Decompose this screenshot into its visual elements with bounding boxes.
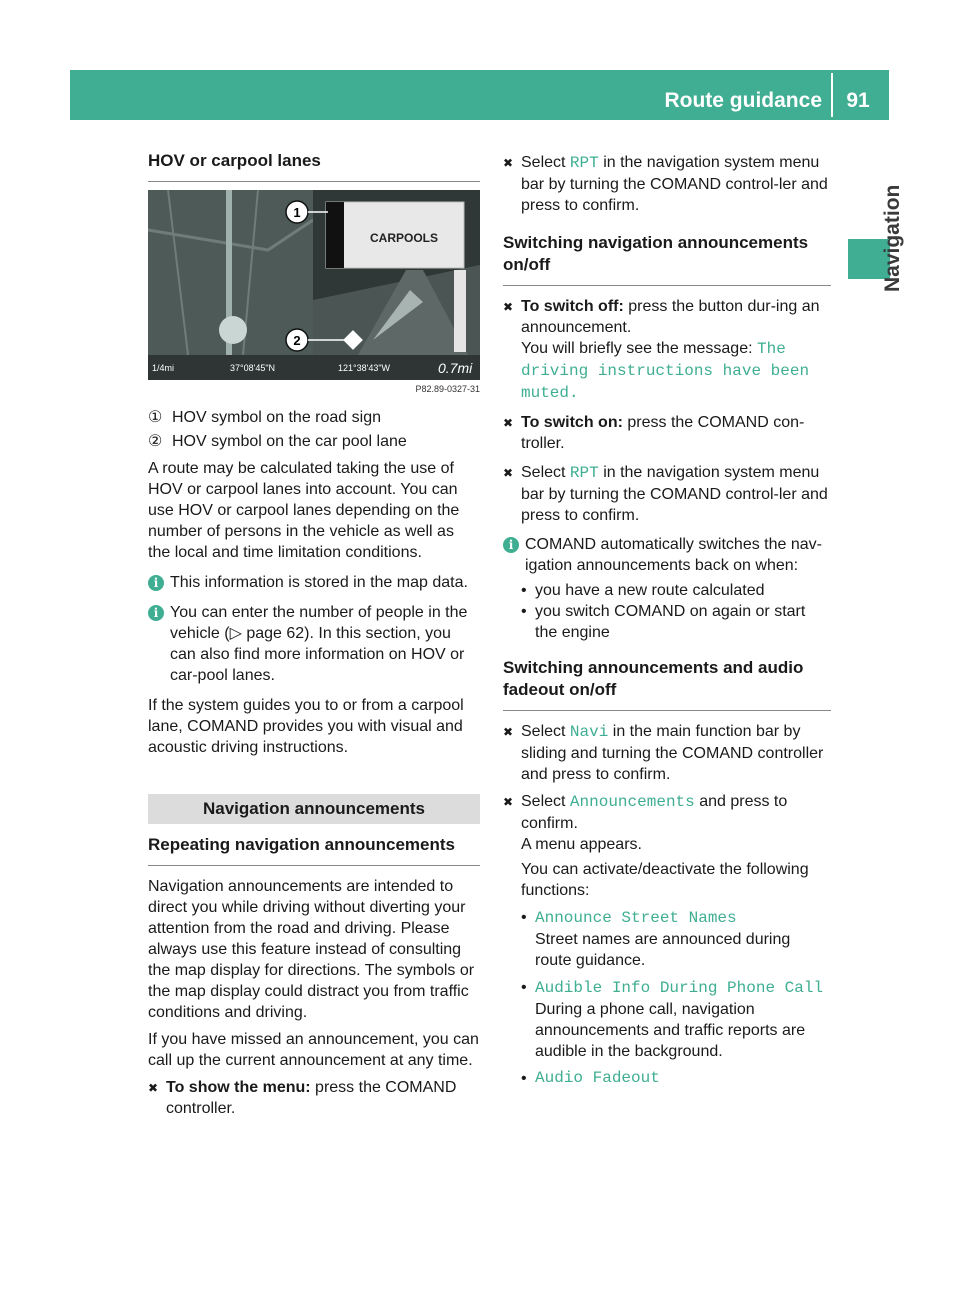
legend-item	[148, 407, 480, 428]
latitude: 37°08'45"N	[230, 363, 276, 373]
menu-code: Navi	[569, 723, 609, 741]
step-text: in the navigation system menu bar by turning the COMAND control-ler and press to confirm.	[521, 154, 828, 214]
longitude: 121°38'43"W	[338, 363, 391, 373]
page-number: 91	[846, 89, 870, 112]
step-arrow-icon: ✖	[148, 1081, 159, 1095]
instruction-step	[503, 412, 831, 454]
paragraph: If the system guides you to or from a carpool lane, COMAND provides you with visual and acoustic driving instructions.	[148, 697, 464, 756]
bullet-text: you switch COMAND on again or start the engine	[535, 603, 806, 641]
circled-1-icon: ①	[148, 409, 163, 426]
instruction-step	[503, 462, 831, 526]
page-title: Route guidance	[664, 89, 822, 112]
step-label: To show the menu:	[166, 1079, 311, 1096]
function-desc: Street names are announced during route guidance.	[535, 931, 791, 969]
bullet-item	[503, 580, 831, 601]
function-desc: During a phone call, navigation announcements and traffic reports are audible in the background.	[535, 1001, 806, 1060]
divider	[503, 710, 831, 711]
paragraph: Navigation announcements are intended to direct you while driving without diverting your attention from the road and driving. Please always use this feature instead of consulting the map display for directions. The symbols or the map display could distract you from traffic conditions and driving.	[148, 878, 475, 1021]
legend-text: HOV symbol on the road sign	[172, 409, 381, 426]
function-name: Announce Street Names	[535, 909, 737, 927]
step-text: Select	[521, 723, 566, 740]
info-text: You can enter the number of people in the vehicle (▷ page 62). In this section, you can also find more information on HOV or car-pool lanes.	[170, 604, 468, 684]
function-item	[503, 1068, 831, 1089]
divider	[148, 865, 480, 866]
bullet-icon: •	[521, 909, 527, 926]
paragraph: You can activate/deactivate the following functions:	[521, 861, 809, 899]
distance: 0.7mi	[438, 360, 473, 376]
section-heading: Switching announcements and audio fadeout on/off	[503, 658, 804, 699]
function-name: Audio Fadeout	[535, 1069, 660, 1087]
instruction-step	[148, 1077, 480, 1119]
side-tab-label: Navigation	[881, 184, 904, 292]
bullet-icon: •	[521, 603, 527, 620]
step-text: Select	[521, 464, 566, 481]
divider	[503, 285, 831, 286]
callout-1: 1	[293, 205, 301, 220]
info-note	[148, 602, 480, 686]
section-heading: Switching navigation announcements on/off	[503, 233, 809, 274]
step-label: To switch on:	[521, 414, 623, 431]
step-arrow-icon: ✖	[503, 795, 514, 809]
info-text: This information is stored in the map data.	[170, 574, 468, 591]
left-column	[148, 150, 480, 1119]
function-item	[503, 977, 831, 1062]
instruction-step	[503, 296, 831, 404]
sign-text: CARPOOLS	[369, 231, 439, 245]
section-heading: HOV or carpool lanes	[148, 151, 321, 170]
section-box-title: Navigation announcements	[148, 794, 480, 824]
divider	[148, 181, 480, 182]
function-name: Audible Info During Phone Call	[535, 979, 824, 997]
step-arrow-icon: ✖	[503, 725, 514, 739]
step-arrow-icon: ✖	[503, 156, 514, 170]
bullet-icon: •	[521, 582, 527, 599]
legend-text: HOV symbol on the car pool lane	[172, 433, 407, 450]
map-figure	[148, 190, 480, 380]
instruction-step	[503, 152, 831, 216]
step-arrow-icon: ✖	[503, 300, 514, 314]
step-text: and press to confirm.	[521, 793, 788, 832]
section-heading: Repeating navigation announcements	[148, 835, 455, 854]
header-divider	[831, 73, 833, 117]
step-text: press the button dur-ing an announcement.	[521, 298, 820, 336]
info-icon: i	[148, 605, 164, 621]
step-text: press the COMAND controller.	[166, 1079, 457, 1117]
right-column	[503, 152, 831, 1089]
info-icon: i	[148, 575, 164, 591]
paragraph: A route may be calculated taking the use of HOV or carpool lanes into account. You can use HOV or carpool lanes depending on the number of persons in the vehicle as well as the local and time limitation conditions.	[148, 460, 460, 561]
step-text: Select	[521, 793, 566, 810]
step-text: in the navigation system menu bar by turning the COMAND control-ler and press to confirm.	[521, 464, 828, 524]
step-label: To switch off:	[521, 298, 624, 315]
callout-2: 2	[293, 333, 301, 348]
instruction-step	[503, 791, 831, 855]
bullet-item	[503, 601, 831, 643]
message-code: The driving instructions have been muted.	[521, 340, 810, 402]
step-text: You will briefly see the message:	[521, 340, 753, 357]
paragraph: If you have missed an announcement, you can call up the current announcement at any time.	[148, 1031, 479, 1069]
function-item	[503, 907, 831, 971]
step-text: Select	[521, 154, 566, 171]
legend-item	[148, 431, 480, 452]
menu-code: RPT	[569, 464, 599, 482]
menu-code: RPT	[569, 154, 599, 172]
step-arrow-icon: ✖	[503, 416, 514, 430]
step-text: in the main function bar by sliding and turning the COMAND controller and press to confirm.	[521, 723, 824, 783]
info-note	[148, 572, 480, 593]
info-note	[503, 534, 831, 576]
bullet-icon: •	[521, 979, 527, 996]
step-text: press the COMAND con-troller.	[521, 414, 805, 452]
info-icon: i	[503, 537, 519, 553]
step-arrow-icon: ✖	[503, 466, 514, 480]
figure-code: P82.89-0327-31	[415, 384, 480, 394]
info-text: COMAND automatically switches the nav-igation announcements back on when:	[525, 536, 822, 574]
instruction-step	[503, 721, 831, 785]
menu-code: Announcements	[569, 793, 695, 811]
map-scale: 1/4mi	[152, 363, 175, 373]
step-text: A menu appears.	[521, 836, 642, 853]
navigation-screenshot	[148, 190, 480, 380]
bullet-text: you have a new route calculated	[535, 582, 765, 599]
bullet-icon: •	[521, 1070, 527, 1087]
circled-2-icon: ②	[148, 433, 163, 450]
